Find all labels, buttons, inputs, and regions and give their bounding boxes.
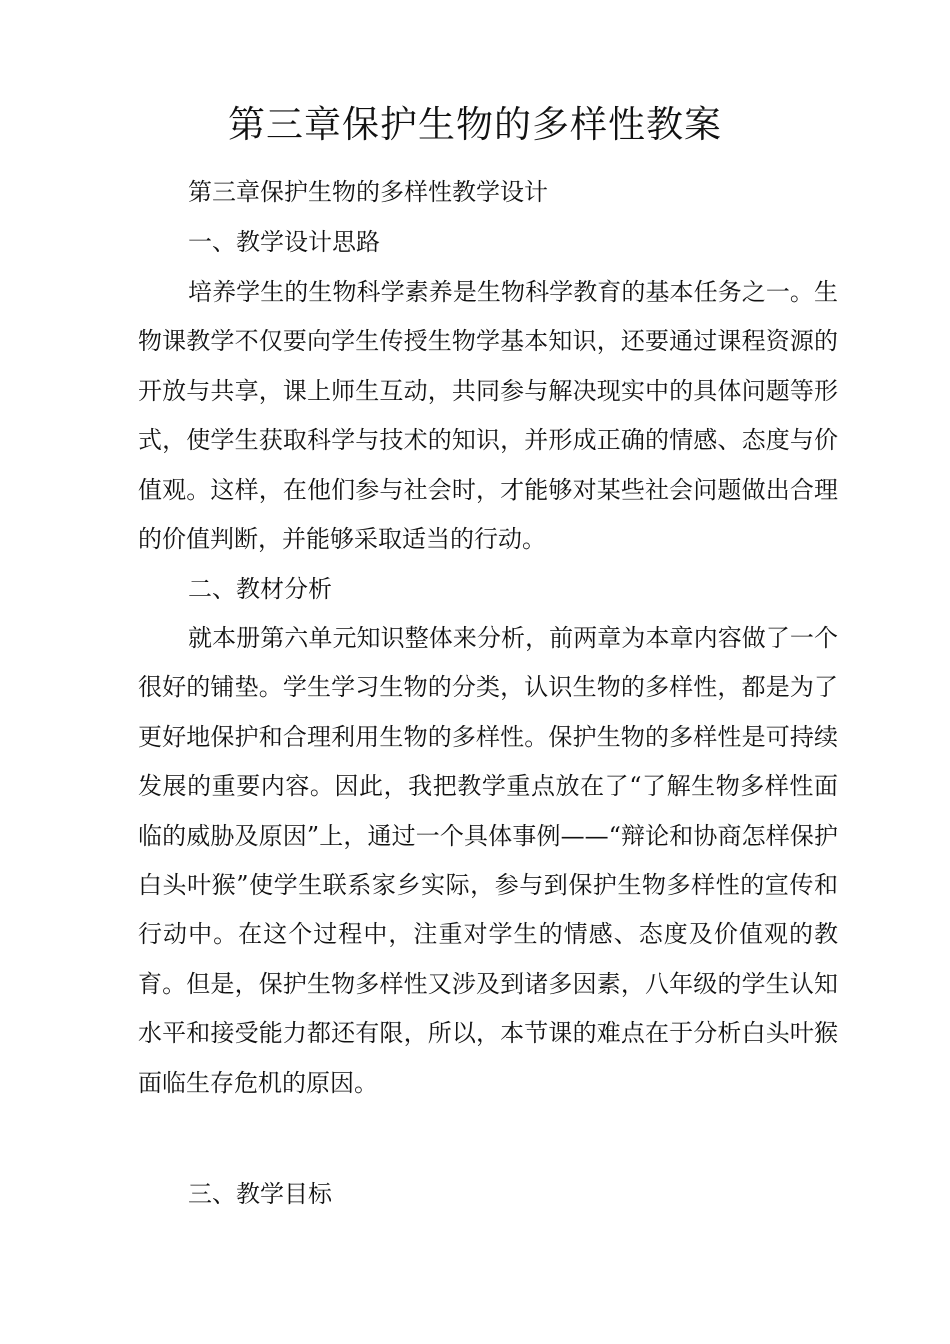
section-heading-textbook-analysis: 二、教材分析 bbox=[188, 575, 332, 603]
section-paragraph-textbook-analysis: 就本册第六单元知识整体来分析，前两章为本章内容做了一个很好的铺垫。学生学习生物的分类，认识生物的多样性，都是为了更好地保护和合理利用生物的多样性。保护生物的多样性是可持续发展的重要内容。因此，我把教学重点放在了“了解生物多样性面临的威胁及原因”上，通过一个具体事例——“辩论和协商怎样保护白头叶猴”使学生联系家乡实际，参与到保护生物多样性的宣传和行动中。在这个过程中，注重对学生的情感、态度及价值观的教育。但是，保护生物多样性又涉及到诸多因素，八年级的学生认知水平和接受能力都还有限，所以，本节课的难点在于分析白头叶猴面临生存危机的原因。 bbox=[138, 624, 838, 1097]
section-heading-design-thinking: 一、教学设计思路 bbox=[188, 228, 380, 256]
section-heading-teaching-goals: 三、教学目标 bbox=[188, 1180, 332, 1208]
document-title: 第三章保护生物的多样性教案 bbox=[228, 103, 722, 146]
section-paragraph-design-thinking: 培养学生的生物科学素养是生物科学教育的基本任务之一。生物课教学不仅要向学生传授生物学基本知识，还要通过课程资源的开放与共享，课上师生互动，共同参与解决现实中的具体问题等形式，使学生获取科学与技术的知识，并形成正确的情感、态度与价值观。这样，在他们参与社会时，才能够对某些社会问题做出合理的价值判断，并能够采取适当的行动。 bbox=[138, 278, 838, 554]
document-subtitle: 第三章保护生物的多样性教学设计 bbox=[188, 178, 548, 206]
